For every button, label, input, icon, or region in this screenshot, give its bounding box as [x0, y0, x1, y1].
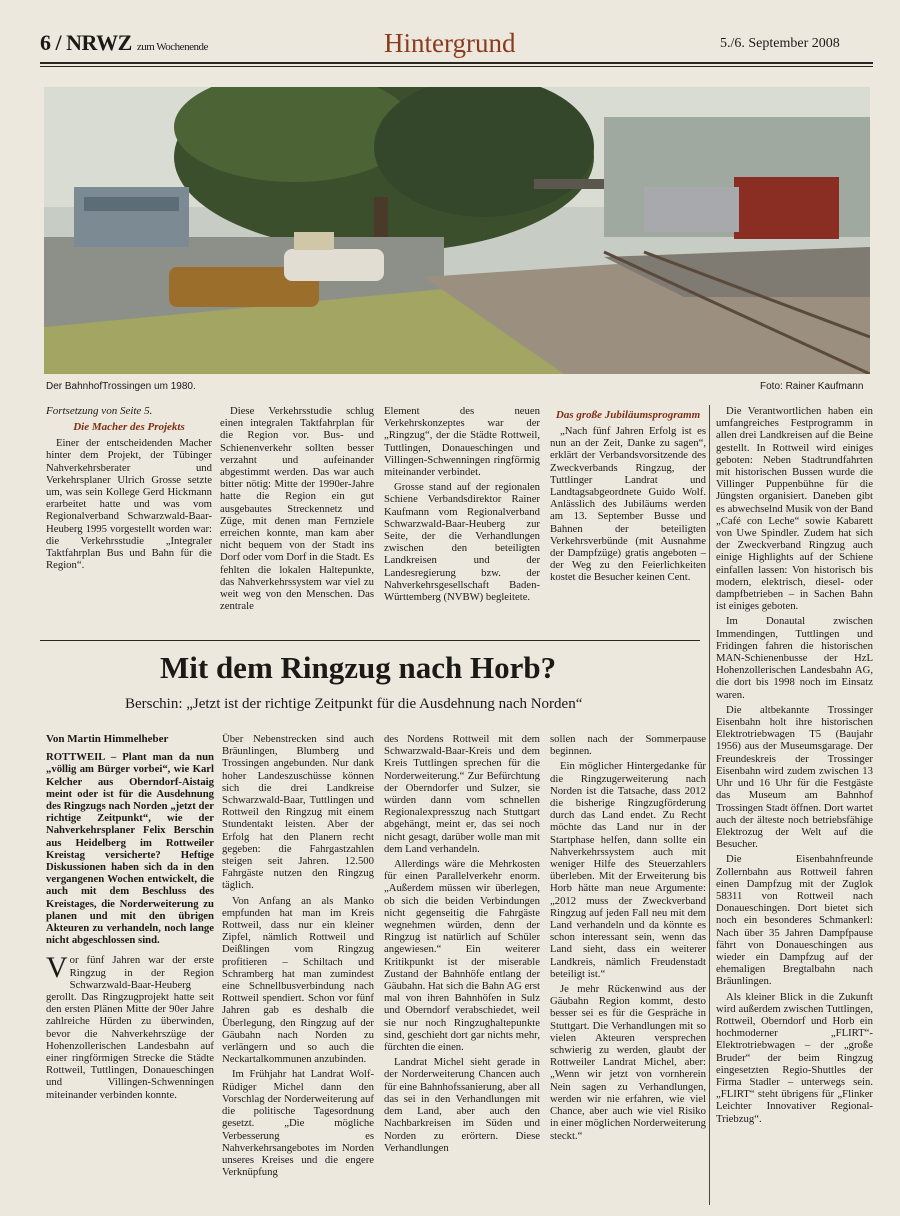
issue-date: 5./6. September 2008 — [720, 36, 840, 51]
top-article-col-4 — [550, 405, 706, 587]
paragraph: Vor fünf Jahren war der erste Ringzug in der Region Schwarzwald-Baar-Heuberg gerollt. Das Ringzugprojekt hatte seit den ersten Plänen Mitte der 90er Jahre zahlreiche Hürden zu überwinden, bevor die Nahverkehrszüge der Hohenzollerischen Landesbahn auf einer ringförmigen Strecke die Städte Rottweil, Tuttlingen, Donaueschingen und Villingen-Schwenningen miteinander verbinden konnte. — [46, 951, 214, 1101]
top-article-col-3 — [384, 405, 540, 606]
paragraph: Die altbekannte Trossinger Eisenbahn holt ihre historischen Elektrotriebwagen T5 (Baujahr 1956) aus der Museumsgarage. Der Freundeskreis der Trossinger Eisenbahn wird zudem zwischen 13 Uhr und 16 Uhr für die Festgäste das Museum am Bahnhof Trossingen Stadt öffnen. Dort wartet auch der älteste noch betriebsfähige Elektrozug der Welt auf die Besucher. — [716, 703, 873, 851]
paragraph: Einer der entscheidenden Macher hinter dem Projekt, der Tübinger Nahverkehrsberater und Verkehrsplaner Ulrich Grosse setzte um, was sein Kollege Gerd Hickmann erarbeitet hatte und was vom Regionalverband Schwarzwald-Baar-Heuberg 1995 vorgestellt worden war: die Verkehrsstudie „Integraler Taktfahrplan Bus und Bahn für die Region“. — [46, 437, 212, 572]
page-masthead: 6 / NRWZ zum Wochenende — [40, 30, 208, 55]
dateline: ROTTWEIL — [46, 751, 105, 764]
lead-paragraph — [46, 751, 214, 946]
paragraph: „Nach fünf Jahren Erfolg ist es nun an der Zeit, Danke zu sagen“, erklärt der Verbandsvorsitzende des Zweckverbands Ringzug, der Tuttlinger Landrat und Landtagsabgeordnete Guido Wolf. Anlässlich des Jubiläums werden am 13. September Busse und Bahnen der beteiligten Verkehrsverbünde (mit Ausnahme der Dampfzüge) gratis angeboten – der Weg zu den Feierlichkeiten kostet die Besucher keinen Cent. — [550, 425, 706, 584]
photo-credit: Foto: Rainer Kaufmann — [760, 381, 864, 392]
drop-cap: V — [46, 951, 68, 985]
paragraph: Element des neuen Verkehrskonzeptes war der „Ringzug“, der die Städte Rottweil, Tuttlingen, Donaueschingen und Villingen-Schwenningen ringförmig miteinander verbindet. — [384, 405, 540, 479]
masthead-rule — [40, 62, 873, 64]
author-byline: Von Martin Himmelheber — [46, 733, 169, 745]
main-col-2 — [222, 733, 374, 1181]
paragraph: Die Eisenbahnfreunde Zollernbahn aus Rottweil fahren einen Dampfzug mit der Zuglok 58311 von Rottweil nach Donaueschingen. Dort bietet sich noch ein besonderes Schmankerl: Nach über 35 Jahren Dampfpause fährt von Donaueschingen aus wieder ein Dampfzug auf der ehemaligen Bregtalbahn nach Bräunlingen. — [716, 853, 873, 988]
page-number: 6 — [40, 30, 51, 55]
paragraph: Landrat Michel sieht gerade in der Norderweiterung Chancen auch für eine Bahnhofssanierung, aber all das sei in den Verhandlungen mit dem Land, aber auch den Nachbarkreisen im Süden und Norden zu erörtern. Diese Verhandlungen — [384, 1056, 540, 1154]
newspaper-name: NRWZ — [66, 30, 132, 55]
subhead-jubilee: Das große Jubiläumsprogramm — [555, 409, 701, 421]
masthead-rule-thin — [40, 66, 873, 67]
paragraph: des Nordens Rottweil mit dem Schwarzwald-Baar-Kreis und dem Kreis Tuttlingen sprechen für die Norderweiterung.“ Zur Befürchtung der Oberndorfer und Sulzer, sie würden dann vom schnellen Regionalexpresszug nach Stuttgart abgehängt, meint er, das sei noch nicht gesagt, darüber wolle man mit dem Land verhandeln. — [384, 733, 540, 855]
continuation-note: Fortsetzung von Seite 5. — [46, 405, 153, 417]
section-divider — [40, 640, 700, 641]
main-col-3 — [384, 733, 540, 1157]
lead-text: – Plant man da nun „völlig am Bürger vorbei“, wie Karl Kelcher aus Oberndorf-Aistaig meint oder ist für die Ausdehnung des Ringzugs nach Norden „jetzt der richtige Zeitpunkt“, wie der Nahverkehrsplaner Felix Berschin aus Heidelberg im Rottweiler Kreistag versicherte? Heftige Diskussionen haben sich da in den vergangenen Wochen entwickelt, die auch mit dem Beschluss des Kreistages, die Norderweiterung zu planen und mit den übrigen Akteuren zu verhandeln, noch lange nicht abgeschlossen sind. — [46, 751, 214, 947]
paragraph: Von Anfang an als Manko empfunden hat man im Kreis Rottweil, dass nur ein kleiner Zipfel, nämlich Rottweil und Deißlingen vom Ringzug profitieren – Schiltach und Schramberg hat man zumindest eine Schnellbusverbindung nach Rottweil spendiert. Schon vor fünf Jahren gab es deshalb die Überlegung, den Ringzug auf der Gäubahn nach Norden zu verlängern und so auch die Neckartalkommunen anzubinden. — [222, 894, 374, 1066]
edition-label: zum Wochenende — [136, 41, 208, 53]
paragraph: Im Donautal zwischen Immendingen, Tuttlingen und Fridingen fahren die historischen MAN-Schienenbusse der HzL Hohenzollerischen Landesbahn AG, die dort bis 1998 noch im Einsatz waren. — [716, 615, 873, 701]
subhead-makers: Die Macher des Projekts — [73, 421, 185, 434]
paragraph: Je mehr Rückenwind aus der Gäubahn Region kommt, desto besser sei es für die Gespräche in Stuttgart. Die Verhandlungen mit so vielen Akteuren versprechen schwierig zu werden, glaubt der Rottweiler Landrat Michel, aber: „Wenn wir jetzt von vornherein Nein sagen zu Verhandlungen, werden wir nie erfahren, wie viel Chance, aber auch wie viel Risiko in einer möglichen Norderweiterung steckt.“ — [550, 983, 706, 1142]
main-col-4 — [550, 733, 706, 1145]
paragraph: Allerdings wäre die Mehrkosten für einen Parallelverkehr enorm. „Außerdem müssen wir überlegen, ob sich die beiden Verbindungen nicht gegenseitig die Fahrgäste wegnehmen würden, denn der Ringzug ist natürlich auf Schüler angewiesen.“ Ein weiterer Kritikpunkt ist der miserable Zustand der Bahnhöfe entlang der Gäubahn. Hat sich die Bahn AG erst mal von ihren Bahnhöfen in Sulz und Oberndorf verabschiedet, weil sie nur noch Ringzughaltepunkte sind, geschieht dort gar nichts mehr, fürchten die einen. — [384, 858, 540, 1054]
paragraph: Als kleiner Blick in die Zukunft wird außerdem zwischen Tuttlingen, Rottweil, Oberndorf und Horb ein hochmoderner „FLIRT“-Elektrotriebwagen – der „große Bruder“ der beim Ringzug eingesetzten Regio-Shuttles der Firma Stadler – unterwegs sein. „FLIRT“ steht übrigens für „Flinker Leichter Innovativer Regional-Triebzug“. — [716, 990, 873, 1125]
main-subtitle: Berschin: „Jetzt ist der richtige Zeitpunkt für die Ausdehnung nach Norden“ — [125, 696, 583, 712]
main-headline: Mit dem Ringzug nach Horb? — [160, 650, 557, 685]
station-photo — [44, 87, 870, 374]
paragraph: Ein möglicher Hintergedanke für die Ringzugerweiterung nach Norden ist die Tatsache, dass 2012 die bisherige Ringzugförderung durch das Land endet. Zu Recht möchte das Land nur in der Startphase helfen, dann sollte ein Nahverkehrssystem auch mit weniger Hilfe des Steuerzahlers überleben. Mit der Erweiterung bis Horb hätte man neue Argumente: „2012 muss der Zweckverband Ringzug auf jeden Fall neu mit dem Land verhandeln und da könnte es schon interessant sein, wenn das Land sieht, dass ein weiterer Landkreis, nämlich Freudenstadt beteiligt ist.“ — [550, 760, 706, 980]
main-col-1 — [46, 733, 214, 1104]
top-article-col-1 — [46, 405, 212, 574]
paragraph: Im Frühjahr hat Landrat Wolf-Rüdiger Michel dann den Vorschlag der Norderweiterung auf die politische Tagesordnung gesetzt. „Die mögliche Verbesserung es Nahverkehrsangebotes im Norden unseres Kreises und die engere Verknüpfung — [222, 1068, 374, 1179]
top-article-col-2 — [220, 405, 374, 615]
paragraph: Grosse stand auf der regionalen Schiene Verbandsdirektor Rainer Kaufmann vom Regionalverband Schwarzwald-Baar-Heuberg zur Seite, der die Verhandlungen zwischen den beteiligten Landkreisen und der Landesregierung bzw. der Nahverkehrsgesellschaft Baden-Württemberg (NVBW) begleitete. — [384, 481, 540, 604]
section-title: Hintergrund — [384, 28, 516, 58]
paragraph: sollen nach der Sommerpause beginnen. — [550, 733, 706, 758]
paragraph: Über Nebenstrecken sind auch Bräunlingen, Blumberg und Trossingen angebunden. Nur dank hoher Landeszuschüsse können sich die drei Landkreise Schwarzwald-Baar, Tuttlingen und Rottweil den Ringzug mit einem Stundentakt leisten. Aber der Erfolg hat den Planern recht gegeben: die Fahrgastzahlen steigen seit Jahren. 12.500 Fahrgäste nutzen den Ringzug täglich. — [222, 733, 374, 892]
column-divider — [709, 405, 710, 1205]
side-column — [716, 405, 873, 1128]
paragraph: Diese Verkehrsstudie schlug einen integralen Taktfahrplan für die Region vor. Bus- und Schienenverkehr sollten besser verzahnt und aufeinander abgestimmt werden. Das war auch bitter nötig: Mitte der 1990er-Jahre hatte die Region ein gut ausgebautes Streckennetz und Züge, mit denen man Fernziele erreichen konnte, man kam aber nicht bequem von der Stadt ins Dorf oder vom Dorf in die Stadt. Es fehlten die lokalen Haltepunkte, das Nahverkehrssystem war viel zu weit weg von den Menschen. Das zentrale — [220, 405, 374, 613]
paragraph: Die Verantwortlichen haben ein umfangreiches Festprogramm in allen drei Landkreisen auf die Beine gestellt. In Rottweil wird einiges geboten: Neben Stadtrundfahrten mit historischen Bussen wurde die Villinger Puppenbühne für die Jüngsten organisiert. Daneben gibt es abwechselnd Musik von der Band „Café con Leche“ sowie Kabarett von Uwe Spindler. Zudem hat sich der Zweckverband Ringzug auch einige Highlights auf der Schiene einfallen lassen: Von historisch bis modern, elektrisch, diesel- oder dampfbetrieben – in Sachen Bahn ist einiges geboten. — [716, 405, 874, 613]
photo-caption: Der BahnhofTrossingen um 1980. — [46, 381, 196, 392]
